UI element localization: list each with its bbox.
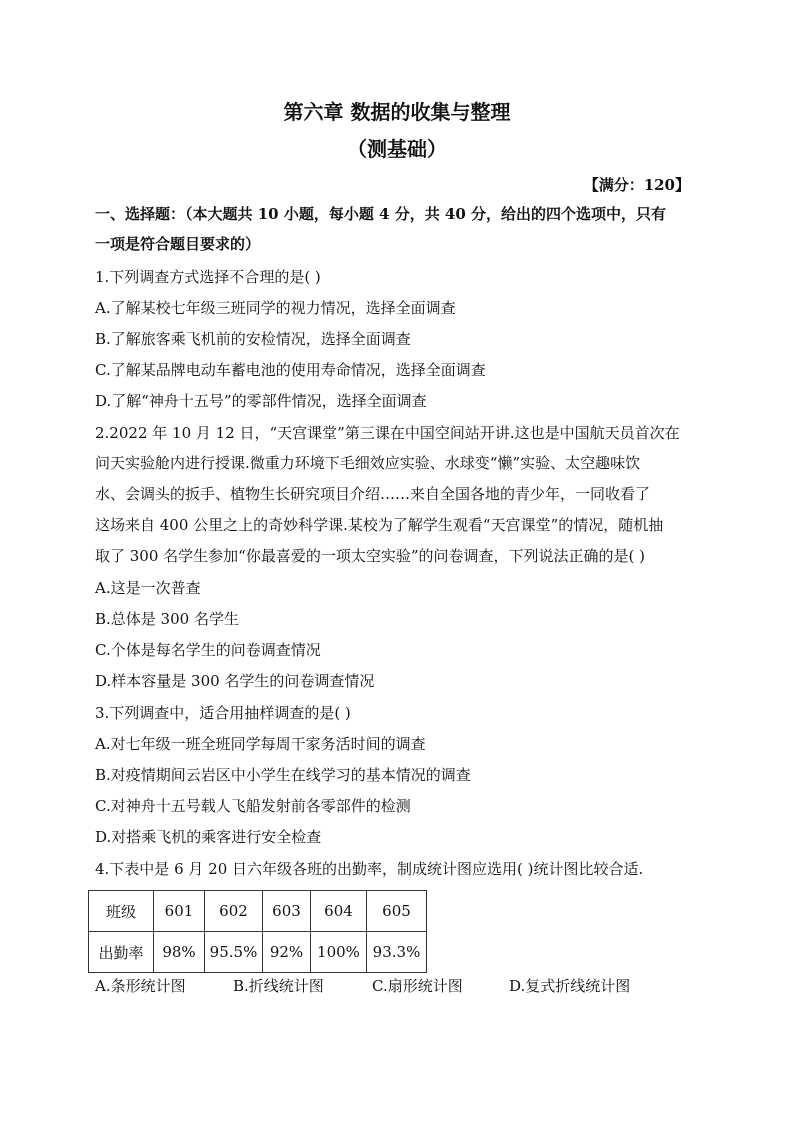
table-row [89, 932, 427, 973]
table-cell: 100% [311, 932, 367, 973]
q2-option-b: B.总体是 300 名学生 [95, 610, 239, 628]
table-header-cell: 602 [205, 891, 263, 932]
q3-stem: 3.下列调查中，适合用抽样调查的是( ) [95, 704, 351, 722]
q3-option-c: C.对神舟十五号载人飞船发射前各零部件的检测 [95, 797, 411, 815]
q3-option-b: B.对疫情期间云岩区中小学生在线学习的基本情况的调查 [95, 766, 471, 784]
section-heading-line1: 一、选择题：（本大题共 10 小题，每小题 4 分，共 40 分，给出的四个选项中，只有 [95, 205, 667, 223]
q4-option-d: D.复式折线统计图 [509, 977, 631, 995]
q1-stem: 1.下列调查方式选择不合理的是( ) [95, 268, 321, 286]
q1-option-a: A.了解某校七年级三班同学的视力情况，选择全面调查 [95, 299, 456, 317]
q2-stem-line1: 2.2022 年 10 月 12 日，“天宫课堂”第三课在中国空间站开讲.这也是中国航天员首次在 [95, 424, 680, 442]
q1-option-c: C.了解某品牌电动车蓄电池的使用寿命情况，选择全面调查 [95, 361, 486, 379]
table-header-cell: 604 [311, 891, 367, 932]
q2-stem-line4: 这场来自 400 公里之上的奇妙科学课.某校为了解学生观看“天宫课堂”的情况，随机抽 [95, 516, 664, 534]
table-cell: 95.5% [205, 932, 263, 973]
q2-stem-line3: 水、会调头的扳手、植物生长研究项目介绍……来自全国各地的青少年，一同收看了 [95, 485, 651, 503]
table-cell: 93.3% [367, 932, 427, 973]
table-header-cell: 603 [263, 891, 311, 932]
q4-option-a: A.条形统计图 [95, 977, 186, 995]
section-heading-line2: 一项是符合题目要求的） [95, 235, 261, 253]
q1-option-d: D.了解“神舟十五号”的零部件情况，选择全面调查 [95, 392, 427, 410]
table-row [89, 891, 427, 932]
page-subtitle: （测基础） [347, 137, 447, 161]
table-cell: 92% [263, 932, 311, 973]
q3-option-a: A.对七年级一班全班同学每周干家务活时间的调查 [95, 735, 426, 753]
q2-option-c: C.个体是每名学生的问卷调查情况 [95, 641, 321, 659]
attendance-table [88, 890, 427, 973]
score-label: 【满分：120】 [583, 176, 690, 194]
table-cell: 98% [154, 932, 205, 973]
table-header-cell: 601 [154, 891, 205, 932]
q3-option-d: D.对搭乘飞机的乘客进行安全检查 [95, 828, 322, 846]
q2-stem-line2: 问天实验舱内进行授课.微重力环境下毛细效应实验、水球变“懒”实验、太空趣味饮 [95, 454, 641, 472]
page-title: 第六章 数据的收集与整理 [283, 100, 511, 124]
q2-option-a: A.这是一次普查 [95, 579, 201, 597]
table-header-cell: 班级 [89, 891, 154, 932]
q1-option-b: B.了解旅客乘飞机前的安检情况，选择全面调查 [95, 330, 411, 348]
q2-option-d: D.样本容量是 300 名学生的问卷调查情况 [95, 672, 375, 690]
q4-option-c: C.扇形统计图 [372, 977, 463, 995]
q4-option-b: B.折线统计图 [233, 977, 324, 995]
q2-stem-line5: 取了 300 名学生参加“你最喜爱的一项太空实验”的问卷调查，下列说法正确的是( ) [95, 547, 645, 565]
q4-stem: 4.下表中是 6 月 20 日六年级各班的出勤率，制成统计图应选用( )统计图比较合适. [95, 860, 644, 878]
table-cell: 出勤率 [89, 932, 154, 973]
table-header-cell: 605 [367, 891, 427, 932]
